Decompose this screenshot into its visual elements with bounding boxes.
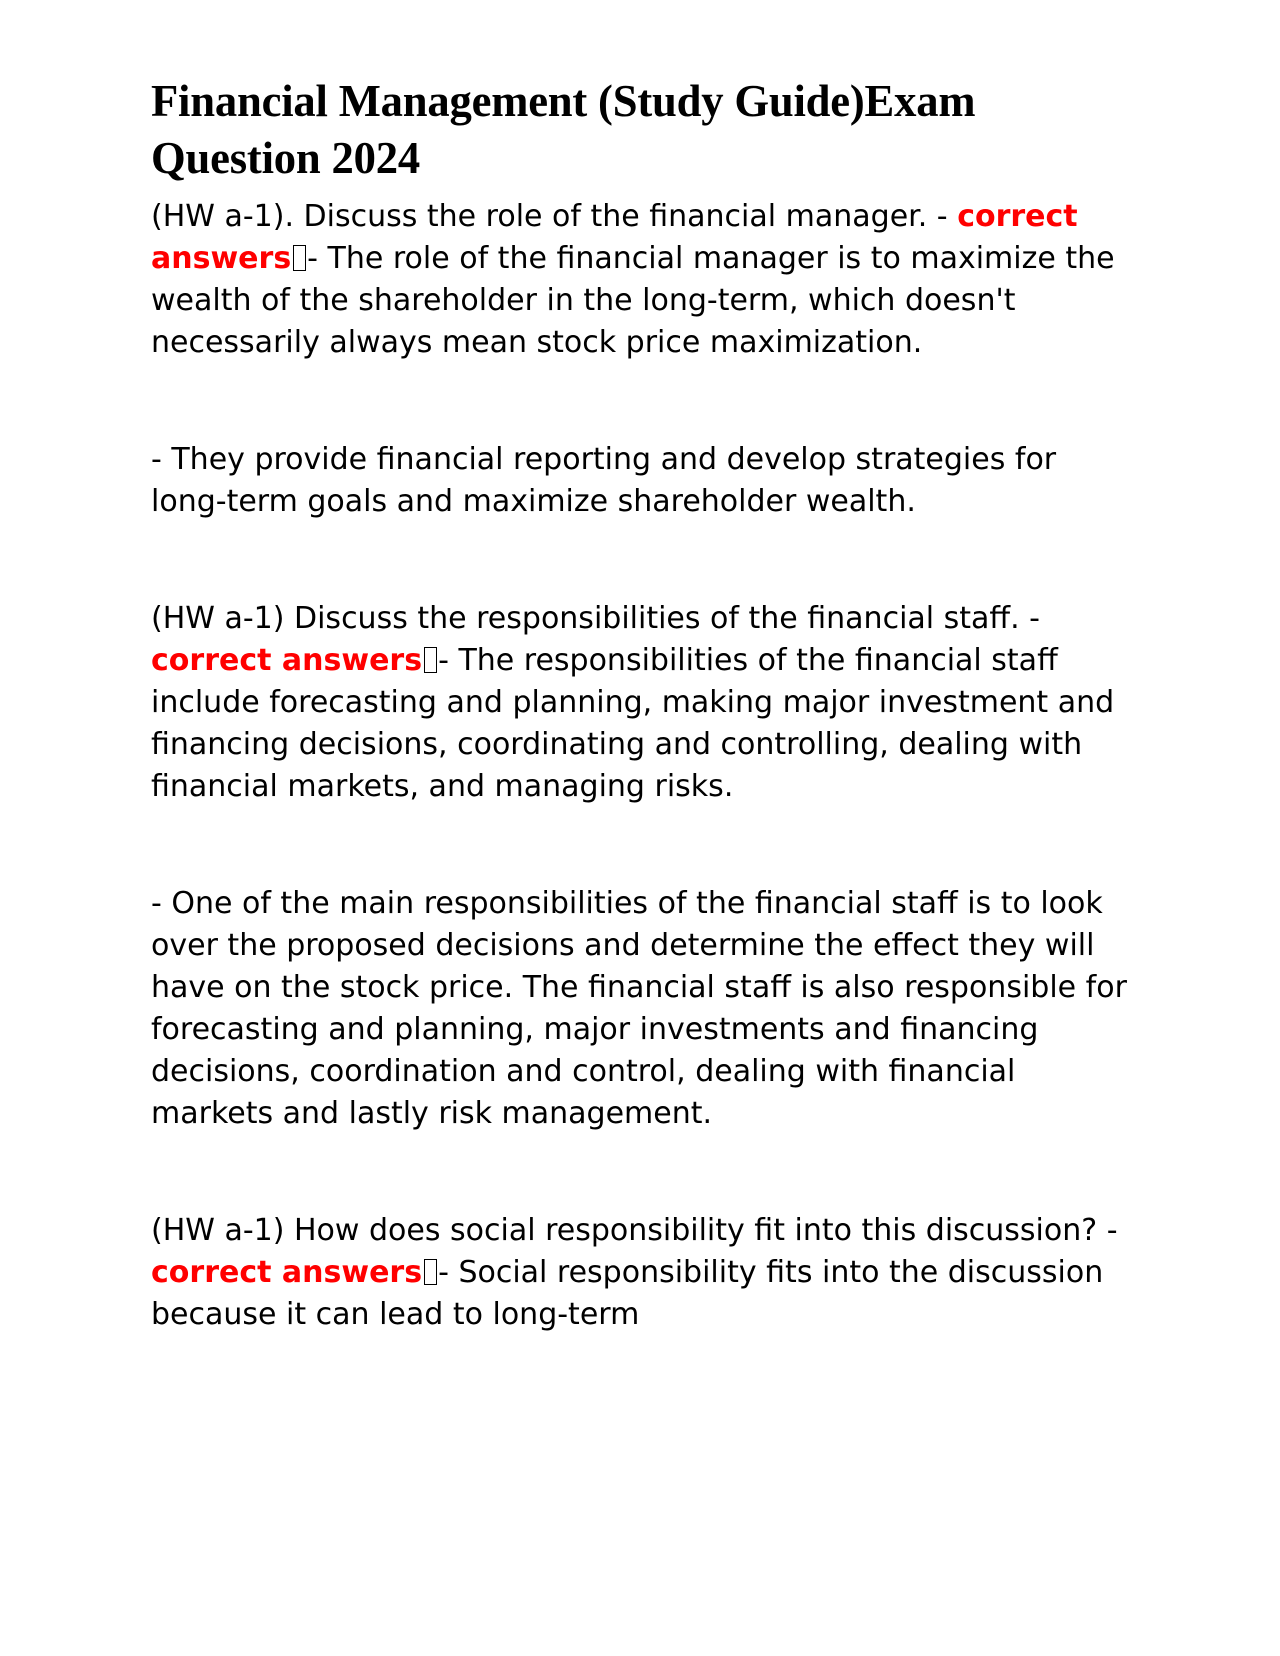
answer-text: - The responsibilities of the financial staff include forecasting and planning, making major investment and financing decisions, coordinating and controlling, dealing with financial markets, and managing risks. xyxy=(151,643,1115,804)
answer-label: correct answers xyxy=(151,199,1078,276)
question-text: (HW a-1) How does social responsibility fit into this discussion? - xyxy=(151,1213,1118,1248)
paragraph-gap xyxy=(151,1135,1141,1210)
paragraph-gap xyxy=(151,808,1141,883)
missing-glyph-icon xyxy=(293,245,306,271)
document-title: Financial Management (Study Guide)Exam Question 2024 xyxy=(151,75,976,183)
text-block-4 xyxy=(151,883,1141,1135)
paragraph-gap xyxy=(151,364,1141,439)
paragraph-gap xyxy=(151,523,1141,598)
text-block-2 xyxy=(151,439,1141,523)
body-text: - They provide financial reporting and develop strategies for long-term goals and maximize shareholder wealth. xyxy=(151,442,1057,519)
answer-label: correct answers xyxy=(151,643,423,678)
answer-text: - Social responsibility fits into the discussion because it can lead to long-term xyxy=(151,1255,1104,1332)
missing-glyph-icon xyxy=(424,647,437,673)
question-text: (HW a-1). Discuss the role of the financial manager. - xyxy=(151,199,948,234)
answer-label: correct answers xyxy=(151,1255,423,1290)
answer-text: - The role of the financial manager is to maximize the wealth of the shareholder in the long-term, which doesn't necessarily always mean stock price maximization. xyxy=(151,241,1115,360)
qa-block-5 xyxy=(151,1210,1141,1336)
missing-glyph-icon xyxy=(424,1259,437,1285)
document-page xyxy=(151,72,1141,1336)
question-text: (HW a-1) Discuss the responsibilities of the financial staff. - xyxy=(151,601,1040,636)
qa-block-1 xyxy=(151,196,1141,364)
body-text: - One of the main responsibilities of the financial staff is to look over the proposed decisions and determine the effect they will have on the stock price. The financial staff is also responsible for forecasting and planning, major investments and financing decisions, coordination and control, dealing with financial markets and lastly risk management. xyxy=(151,886,1127,1131)
qa-block-3 xyxy=(151,598,1141,808)
